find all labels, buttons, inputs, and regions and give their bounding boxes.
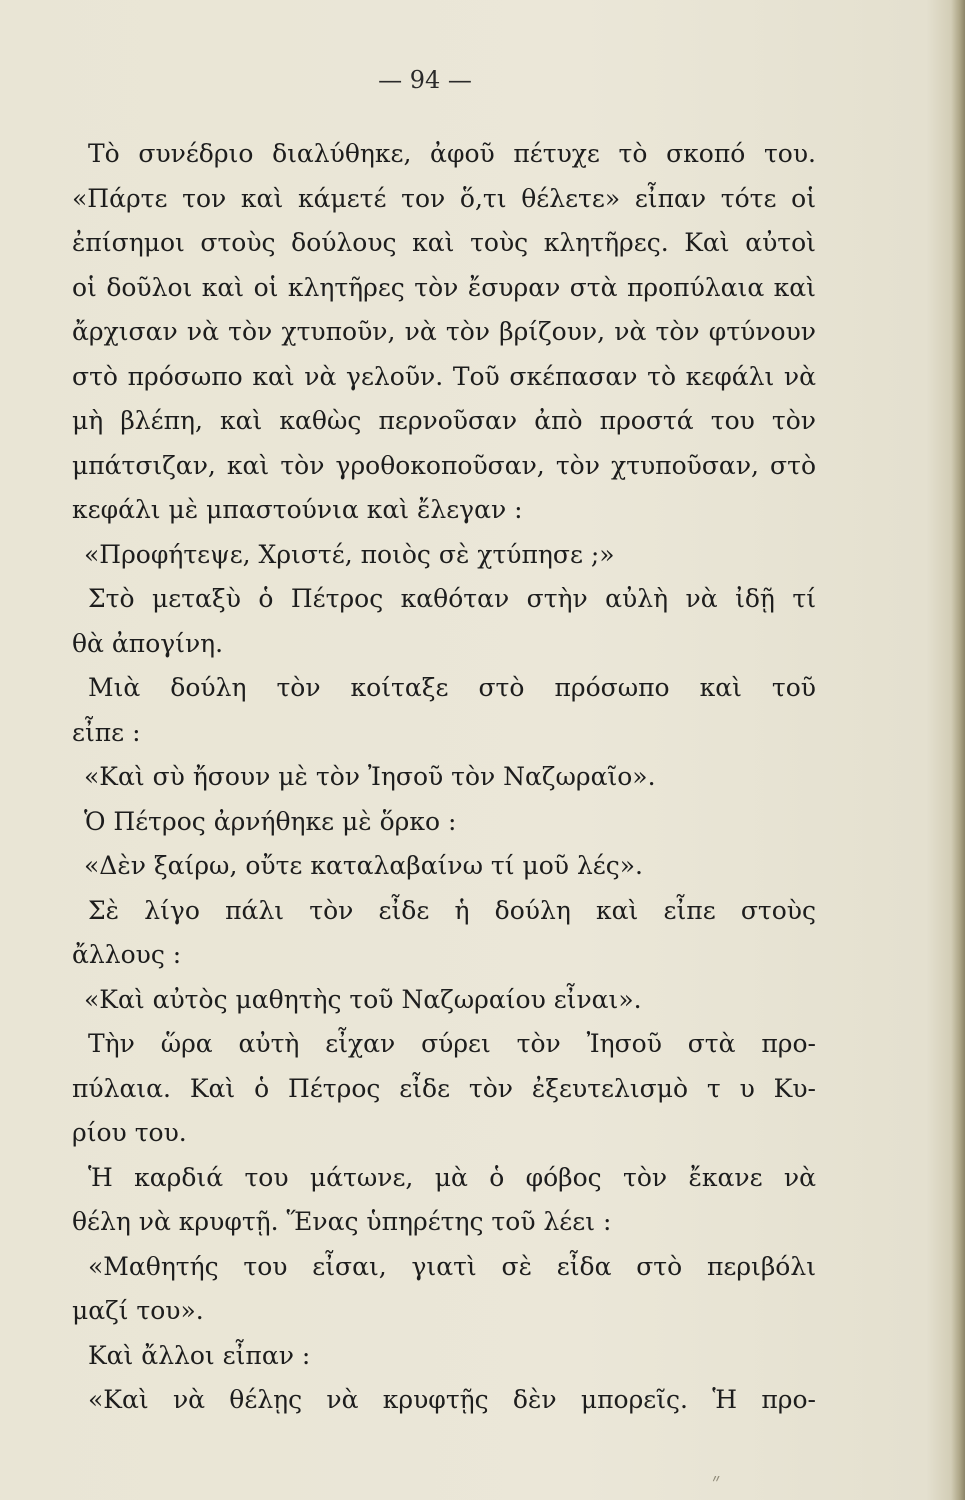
text-line: Μιὰ δούλη τὸν κοίταξε στὸ πρόσωπο καὶ τοῦ [88,673,816,702]
text-line: Σὲ λίγο πάλι τὸν εἶδε ἡ δούλη καὶ εἶπε στοὺς [88,895,816,925]
stray-ink-mark: ״ [712,1469,721,1494]
text-line: πύλαια. Καὶ ὁ Πέτρος εἶδε τὸν ἐξευτελισμὸ τ υ Κυ- [72,1073,816,1103]
body-text [72,132,816,1423]
text-line: «Καὶ αὐτὸς μαθητὴς τοῦ Ναζωραίου εἶναι». [84,984,642,1014]
text-line: ἐπίσημοι στοὺς δούλους καὶ τοὺς κλητῆρες. Καὶ αὐτοὶ [72,228,816,257]
text-line: «Καὶ νὰ θέλῃς νὰ κρυφτῇς δὲν μπορεῖς. Ἡ προ- [88,1385,816,1414]
text-line: στὸ πρόσωπο καὶ νὰ γελοῦν. Τοῦ σκέπασαν τὸ κεφάλι νὰ [72,361,816,391]
text-line: Καὶ ἄλλοι εἶπαν : [88,1340,311,1370]
text-line: οἱ δοῦλοι καὶ οἱ κλητῆρες τὸν ἔσυραν στὰ προπύλαια καὶ [72,272,816,302]
text-line: μαζί του». [72,1296,204,1325]
text-line: Ἡ καρδιά του μάτωνε, μὰ ὁ φόβος τὸν ἔκανε νὰ [88,1162,816,1192]
text-line: ἄλλους : [72,940,182,969]
text-line: «Καὶ σὺ ἤσουν μὲ τὸν Ἰησοῦ τὸν Ναζωραῖο». [84,762,656,791]
text-line: Τὸ συνέδριο διαλύθηκε, ἀφοῦ πέτυχε τὸ σκοπό του. [88,139,816,168]
text-line: ἄρχισαν νὰ τὸν χτυποῦν, νὰ τὸν βρίζουν, νὰ τὸν φτύνουν [72,317,816,346]
text-line: εἶπε : [72,717,141,747]
text-line: Στὸ μεταξὺ ὁ Πέτρος καθόταν στὴν αὐλὴ νὰ ἰδῇ τί [88,584,816,613]
text-line: «Προφήτεψε, Χριστέ, ποιὸς σὲ χτύπησε ;» [84,539,615,569]
text-line: «Μαθητής του εἶσαι, γιατὶ σὲ εἶδα στὸ περιβόλι [88,1251,816,1281]
text-line: κεφάλι μὲ μπαστούνια καὶ ἔλεγαν : [72,495,523,524]
page-number: — 94 — [378,66,472,94]
text-line: «Δὲν ξαίρω, οὔτε καταλαβαίνω τί μοῦ λές». [84,851,643,880]
text-line: μπάτσιζαν, καὶ τὸν γροθοκοποῦσαν, τὸν χτυποῦσαν, στὸ [72,450,816,480]
text-line: Τὴν ὥρα αὐτὴ εἶχαν σύρει τὸν Ἰησοῦ στὰ προ- [88,1029,816,1058]
text-line: θέλη νὰ κρυφτῇ. Ἕνας ὑπηρέτης τοῦ λέει : [72,1207,612,1236]
text-line: «Πάρτε τον καὶ κάμετέ τον ὅ,τι θέλετε» εἶπαν τότε οἱ [72,183,816,213]
text-line: θὰ ἀπογίνη. [72,628,224,658]
text-line: μὴ βλέπη, καὶ καθὼς περνοῦσαν ἀπὸ προστά του τὸν [72,406,816,435]
text-line: Ὁ Πέτρος ἀρνήθηκε μὲ ὅρκο : [84,806,457,836]
page-edge-shadow [951,0,965,1500]
text-line: ρίου του. [72,1118,187,1147]
